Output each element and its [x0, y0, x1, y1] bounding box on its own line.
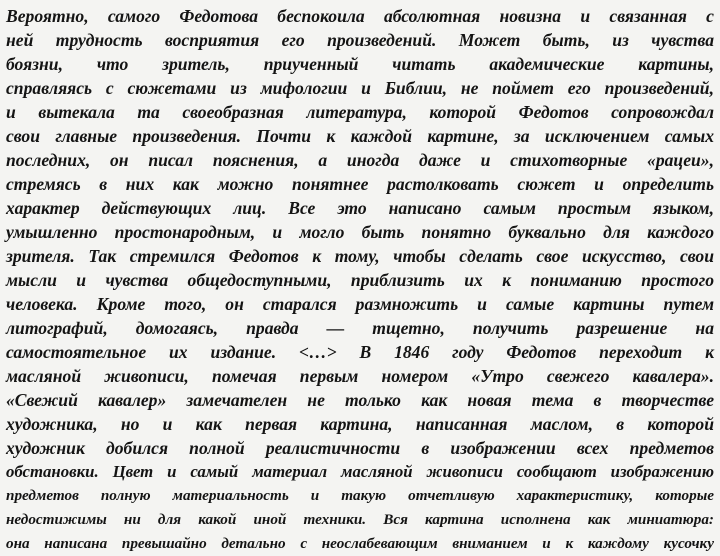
text-line: умышленно простонародным, и могло быть понятно буквально для каждого	[6, 222, 714, 242]
text-line: предметов полную материальность и такую отчетливую характеристику, которые	[6, 487, 714, 504]
text-line: художник добился полной реалистичности в изображении всех предметов	[6, 438, 714, 458]
text-line: человека. Кроме того, он старался размножить и самые картины путем	[6, 294, 714, 314]
text-line: характер действующих лиц. Все это написано самым простым языком,	[6, 198, 714, 218]
text-line: она написана превышайно детально с неослабевающим вниманием и к каждому кусочку	[6, 535, 714, 552]
text-line: боязни, что зритель, приученный читать академические картины,	[6, 54, 714, 74]
text-line: Вероятно, самого Федотова беспокоила абсолютная новизна и связанная с	[6, 6, 714, 26]
text-line: обстановки. Цвет и самый материал масляной живописи сообщают изображению	[6, 462, 714, 481]
text-line: масляной живописи, помечая первым номером «Утро свежего кавалера».	[6, 366, 714, 386]
text-line: литографий, домогаясь, правда — тщетно, получить разрешение на	[6, 318, 714, 338]
text-line: последних, он писал пояснения, а иногда даже и стихотворные «рацеи»,	[6, 150, 714, 170]
text-line: мысли и чувства общедоступными, приблизить их к пониманию простого	[6, 270, 714, 290]
text-line: недостижимы ни для какой иной техники. Вся картина исполнена как миниатюра:	[6, 511, 714, 528]
body-text	[6, 4, 714, 556]
text-line: ней трудность восприятия его произведений. Может быть, из чувства	[6, 30, 714, 50]
text-line: свои главные произведения. Почти к каждой картине, за исключением самых	[6, 126, 714, 146]
text-line: стремясь в них как можно понятнее растолковать сюжет и определить	[6, 174, 714, 194]
text-line: художника, но и как первая картина, написанная маслом, в которой	[6, 414, 714, 434]
text-line: зрителя. Так стремился Федотов к тому, чтобы сделать свое искусство, свои	[6, 246, 714, 266]
text-line: самостоятельное их издание. <…> В 1846 году Федотов переходит к	[6, 342, 714, 362]
text-line: и вытекала та своеобразная литература, которой Федотов сопровождал	[6, 102, 714, 122]
text-line: «Свежий кавалер» замечателен не только как новая тема в творчестве	[6, 390, 714, 410]
text-line: справляясь с сюжетами из мифологии и Библии, не поймет его произведений,	[6, 78, 714, 98]
